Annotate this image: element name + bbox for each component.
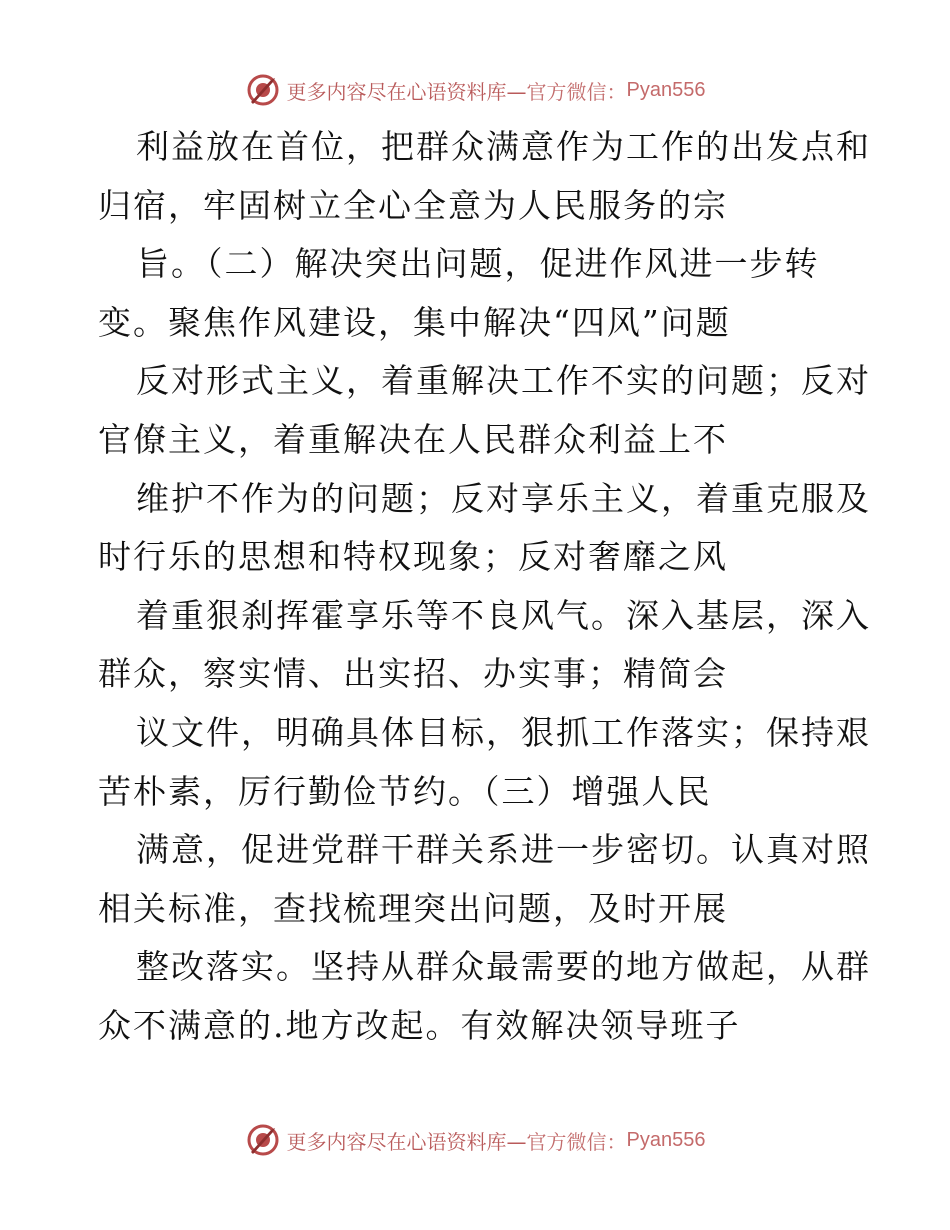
text-line: 官僚主义，着重解决在人民群众利益上不 xyxy=(98,419,728,459)
text-line: 满意，促进党群干群关系进一步密切。认真对照 xyxy=(136,830,871,870)
pen-logo-icon xyxy=(245,72,281,108)
text-line: 相关标准，查找梳理突出问题，及时开展 xyxy=(98,888,728,928)
text-line: 利益放在首位，把群众满意作为工作的出发点和 xyxy=(136,127,871,166)
watermark-wechat-id: Pyan556 xyxy=(626,1128,706,1151)
document-body xyxy=(98,118,871,1056)
text-line: 议文件，明确具体目标，狠抓工作落实；保持艰 xyxy=(136,712,871,752)
watermark-wechat-label: 官方微信： xyxy=(526,79,627,104)
pen-logo-icon xyxy=(245,1122,281,1158)
watermark-wechat-label: 官方微信： xyxy=(526,1129,627,1154)
watermark-text: 更多内容尽在心语资料库— xyxy=(286,1129,527,1154)
text-line: 维护不作为的问题；反对享乐主义，着重克服及 xyxy=(136,478,871,518)
text-line: 时行乐的思想和特权现象；反对奢靡之风 xyxy=(98,537,728,577)
text-line: 变。聚焦作风建设，集中解决“四风”问题 xyxy=(98,302,731,342)
text-line: 整改落实。坚持从群众最需要的地方做起，从群 xyxy=(136,947,871,987)
watermark-wechat-id: Pyan556 xyxy=(626,78,706,101)
text-line: 苦朴素，厉行勤俭节约。（三）增强人民 xyxy=(98,771,712,811)
watermark-text: 更多内容尽在心语资料库— xyxy=(286,79,527,104)
text-line: 群众，察实情、出实招、办实事；精简会 xyxy=(98,654,728,694)
text-line: 着重狠刹挥霍享乐等不良风气。深入基层，深入 xyxy=(136,595,871,635)
text-line: 众不满意的.地方改起。有效解决领导班子 xyxy=(98,1005,741,1045)
text-line: 归宿，牢固树立全心全意为人民服务的宗 xyxy=(98,185,728,225)
text-line: 旨。（二）解决突出问题，促进作风进一步转 xyxy=(136,244,820,284)
text-line: 反对形式主义，着重解决工作不实的问题；反对 xyxy=(136,361,871,401)
footer-watermark xyxy=(0,1120,950,1160)
header-watermark xyxy=(0,70,950,110)
